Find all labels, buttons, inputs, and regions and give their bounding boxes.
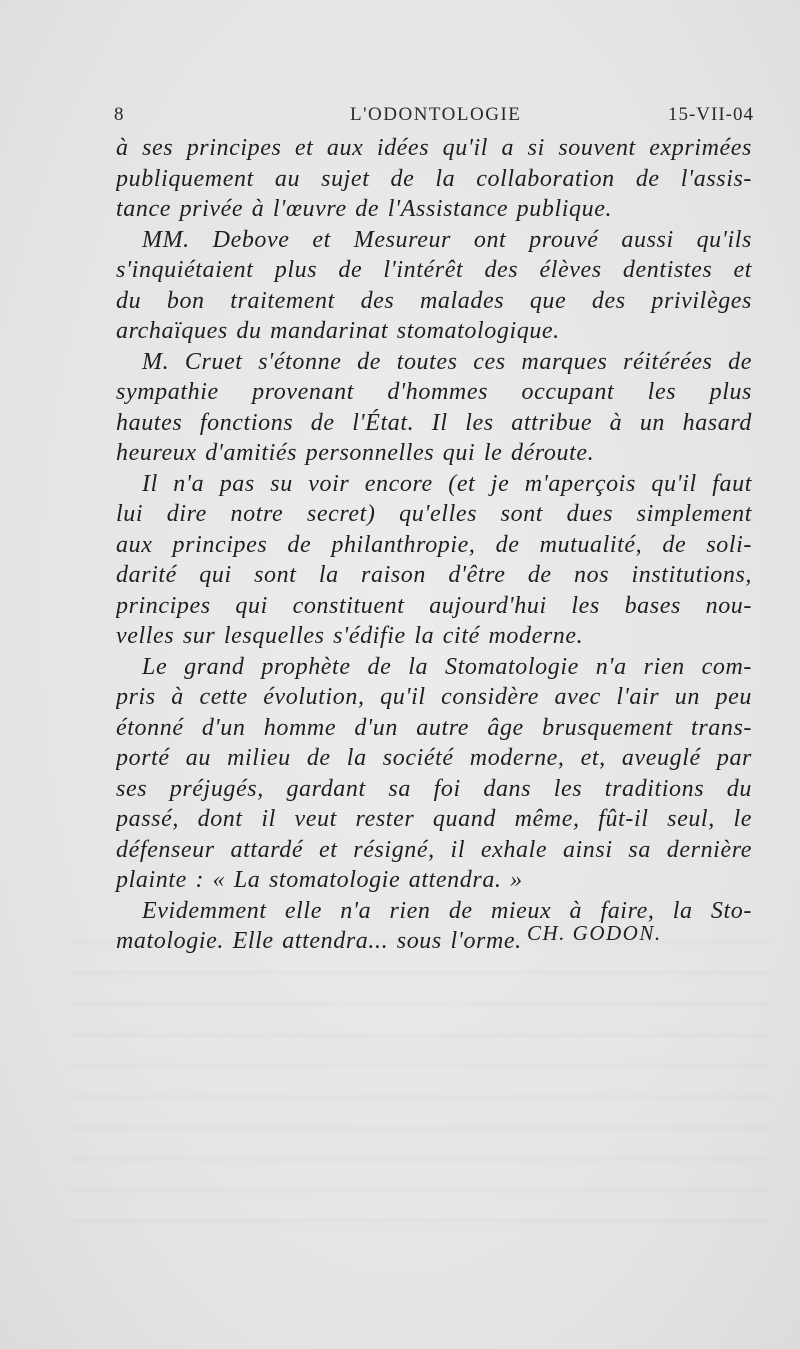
text-line: matologie. Elle attendra... sous l'orme. [116,928,522,954]
text-line: s'inquiétaient plus de l'intérêt des élèves dentistes et [116,257,752,283]
text-line: MM. Debove et Mesureur ont prouvé aussi qu'ils [142,226,752,253]
running-header [114,104,754,134]
text-line: lui dire notre secret) qu'elles sont dues simplement [116,501,752,527]
text-line: Le grand prophète de la Stomatologie n'a rien com- [142,653,752,680]
text-line: heureux d'amitiés personnelles qui le déroute. [116,440,595,466]
paragraph [116,225,752,347]
text-line: aux principes de philanthropie, de mutualité, de soli- [116,531,752,558]
issue-date: 15-VII-04 [667,104,754,125]
text-line: défenseur attardé et résigné, il exhale ainsi sa dernière [116,836,752,863]
text-line: hautes fonctions de l'État. Il les attribue à un hasard [116,409,752,436]
text-line: principes qui constituent aujourd'hui les bases nou- [116,592,752,619]
text-line: publiquement au sujet de la collaboration de l'assis- [116,165,752,192]
text-line: velles sur lesquelles s'édifie la cité moderne. [116,623,584,649]
text-line: étonné d'un homme d'un autre âge brusquement trans- [116,714,752,741]
text-line: passé, dont il veut rester quand même, fût-il seul, le [116,806,752,832]
paragraph [116,469,752,652]
text-line: ses préjugés, gardant sa foi dans les traditions du [116,775,752,802]
paragraph [116,133,752,225]
text-line: sympathie provenant d'hommes occupant les plus [116,379,752,405]
paragraph [116,347,752,469]
text-line: tance privée à l'œuvre de l'Assistance publique. [116,196,613,222]
text-line: Evidemment elle n'a rien de mieux à faire, la Sto- [142,897,752,924]
article-body [116,133,752,957]
text-line: plainte : « La stomatologie attendra. » [116,867,523,893]
text-line: M. Cruet s'étonne de toutes ces marques réitérées de [142,348,752,375]
text-line: porté au milieu de la société moderne, et, aveuglé par [116,745,752,771]
text-line: darité qui sont la raison d'être de nos institutions, [116,562,752,588]
text-line: archaïques du mandarinat stomatologique. [116,318,560,344]
text-line: Il n'a pas su voir encore (et je m'aperçois qu'il faut [142,470,752,497]
running-title: L'ODONTOLOGIE [350,104,522,125]
text-line: pris à cette évolution, qu'il considère avec l'air un peu [116,684,752,710]
paragraph [116,652,752,896]
text-line: du bon traitement des malades que des privilèges [116,287,752,314]
bleed-through-texture [70,940,770,1240]
author-signature: CH. GODON. [527,921,662,945]
page-number: 8 [114,104,125,125]
text-line: à ses principes et aux idées qu'il a si souvent exprimées [116,135,752,161]
